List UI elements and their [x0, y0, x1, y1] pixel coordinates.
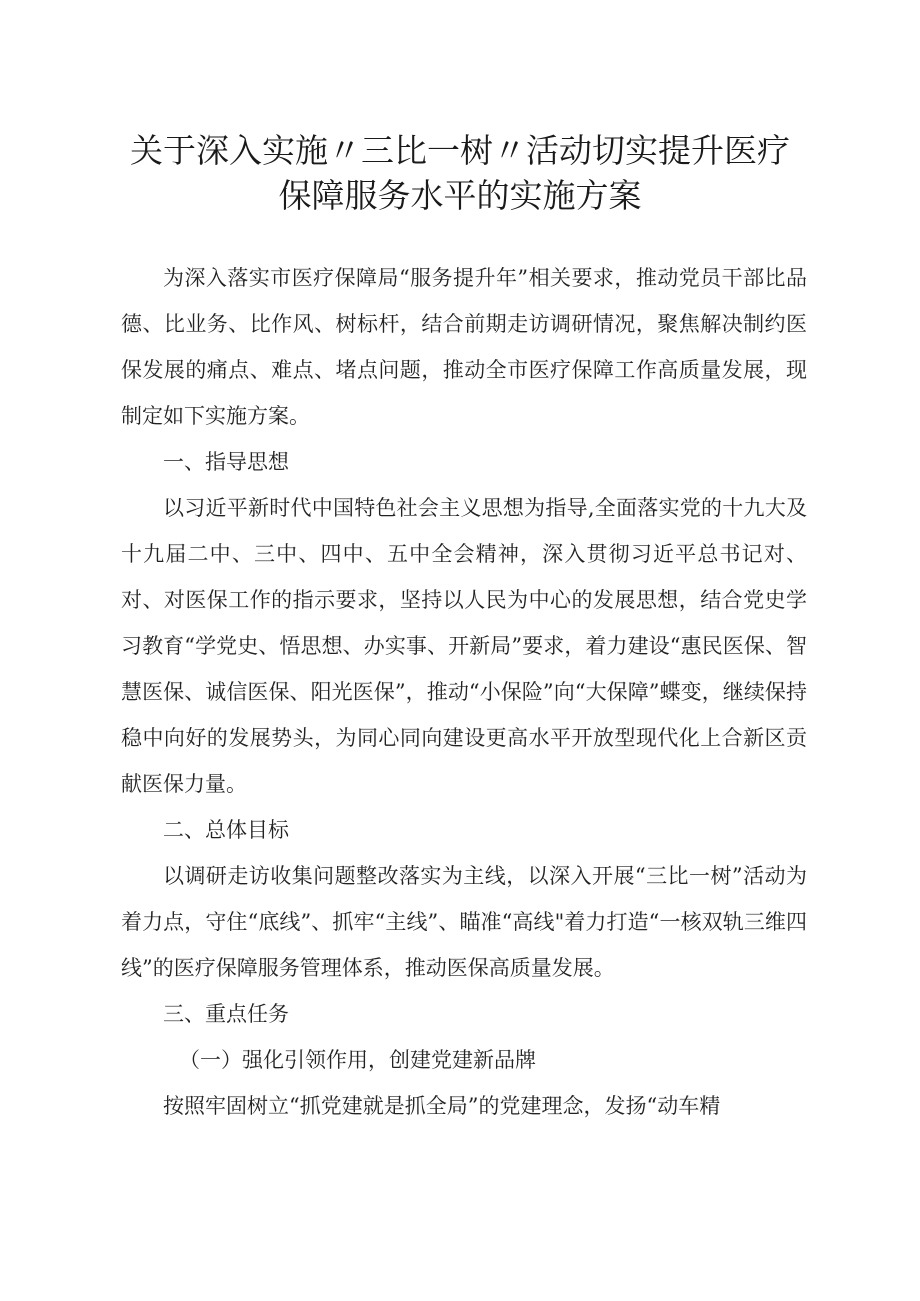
- subsection-heading-party-building: （一）强化引领作用，创建党建新品牌: [179, 1048, 536, 1072]
- section-heading-key-tasks: 三、重点任务: [163, 1002, 289, 1026]
- section-heading-overall-goal: 二、总体目标: [163, 818, 289, 842]
- document-title-line-2: 保障服务水平的实施方案: [278, 176, 642, 215]
- section-heading-guiding-thought: 一、指导思想: [163, 450, 289, 474]
- section-paragraph-overall-goal: 以调研走访收集问题整改落实为主线，以深入开展“三比一树”活动为着力点，守住“底线”、抓牢“主线”、瞄准“高线"着力打造“一核双轨三维四线”的医疗保障服务管理体系，推动医保高质量发展。: [121, 864, 807, 980]
- intro-paragraph: 为深入落实市医疗保障局“服务提升年”相关要求，推动党员干部比品德、比业务、比作风、树标杆，结合前期走访调研情况，聚焦解决制约医保发展的痛点、难点、堵点问题，推动全市医疗保障工作高质量发展，现制定如下实施方案。: [121, 266, 807, 428]
- section-paragraph-guiding-thought: 以习近平新时代中国特色社会主义思想为指导,全面落实党的十九大及十九届二中、三中、四中、五中全会精神，深入贯彻习近平总书记对、对、对医保工作的指示要求，坚持以人民为中心的发展思想，结合党史学习教育“学党史、悟思想、办实事、开新局”要求，着力建设“惠民医保、智慧医保、诚信医保、阳光医保”，推动“小保险”向“大保障”蝶变，继续保持稳中向好的发展势头，为同心同向建设更高水平开放型现代化上合新区贡献医保力量。: [121, 496, 807, 796]
- document-title: [100, 128, 820, 218]
- subsection-paragraph-party-building: 按照牢固树立“抓党建就是抓全局”的党建理念，发扬“动车精: [163, 1094, 721, 1118]
- document-body: [121, 255, 807, 1129]
- document-title-line-1: 关于深入实施〃三比一树〃活动切实提升医疗: [130, 131, 790, 170]
